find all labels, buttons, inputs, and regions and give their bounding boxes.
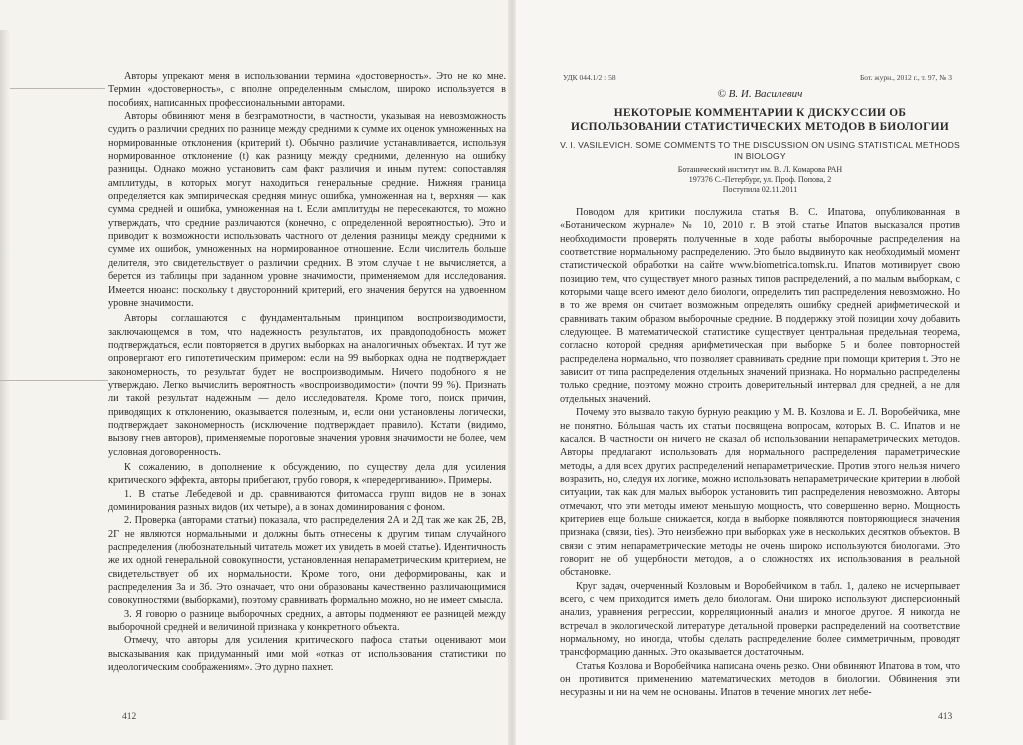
paragraph: 3. Я говорю о разнице выборочных средних, а авторы подменяют ее разницей между выборочной средней и величиной признака у конкретного объекта. xyxy=(108,608,506,634)
scan-artifact-line xyxy=(0,380,108,381)
journal-citation: Бот. журн., 2012 г., т. 97, № 3 xyxy=(860,73,952,82)
paragraph: Отмечу, что авторы для усиления критического пафоса статьи оценивают мои высказывания как придуманный ими мой «отказ от использования статистики по идеологическим соображениям». Это дурно пахнет. xyxy=(108,635,506,674)
address: 197376 С.-Петербург, ул. Проф. Попова, 2 xyxy=(688,174,832,184)
scan-edge-shadow xyxy=(0,30,10,720)
received-date: Поступила 02.11.2011 xyxy=(722,184,798,194)
paragraph: Поводом для критики послужила статья В. С. Ипатова, опубликованная в «Ботаническом журнале» № 10, 2010 г. В этой статье Ипатов высказался против необходимости проверять полученные в ходе работы выборочные распределения на соответствие нормальному распределению. Это было выдвинуто как необходимый момент статистической обработки на сайте www.biometrica.tomsk.ru. Ипатов мотивирует свою позицию тем, что существует много разных типов распределений, а по малым выборкам, с которыми чаще всего имеют дело биологи, определить тип распределения невозможно. Но в то же время он считает возможным определять ошибку средней арифметической и сравнивать таким образом выборочные средние. В поддержку этой позиции хочу добавить следующее. В математической статистике существует центральная предельная теорема, согласно которой средняя арифметическая при выборке 5 и более повторностей распределена нормально, что позволяет сравнивать средние при помощи критерия t. Это не зависит от типа распределения отдельных значений признака. Но нормально распределены только средние, поэтому можно строить доверительный интервал для средней, а не для отдельных значений. xyxy=(560,207,960,405)
udk-code: УДК 044.1/2 : 58 xyxy=(563,73,616,82)
affiliation-block xyxy=(560,165,960,194)
paragraph: 1. В статье Лебедевой и др. сравниваются фитомасса групп видов не в зонах доминирования разных видов (их четыре), а в зонах доминирования с фоном. xyxy=(108,488,506,513)
article-title: НЕКОТОРЫЕ КОММЕНТАРИИ К ДИСКУССИИ ОБ ИСПОЛЬЗОВАНИИ СТАТИСТИЧЕСКИХ МЕТОДОВ В БИОЛОГИИ xyxy=(571,107,949,133)
affiliation: Ботанический институт им. В. Л. Комарова РАН xyxy=(677,165,843,174)
paragraph: Авторы обвиняют меня в безграмотности, в частности, указывая на невозможность судить о различии средних по разнице между средними к сумме их оценок умноженных на нормированные отклонения (критерий t). Обычно различие устанавливается, используя нормированное отклонение (t) как разницу между средними, деленную на ошибку разницы. Однако можно установить сам факт различия и иным путем: сопоставляя амплитуды, в которых могут находиться генеральные средние. Нижняя граница определяется как эмпирическая средняя минус ошибка, умноженная на t, верхняя — как сумма средней и ошибка, умноженная на t. Если амплитуды не пересекаются, то можно утверждать, что средние различаются (конечно, с определенной вероятностью). Это и приводит к возможности использовать частного от деления разницы между средними к сумме их ошибок, умноженных на нормированное отношение. Если числитель больше делителя, это свидетельствует о различии средних. В этом случае t не вычисляется, а берется из таблицы при заданном уровне значимости, применяемом для исследования. Имеется нюанс: поскольку t двусторонний критерий, его значения берутся на удвоенном уровне значимости. xyxy=(108,111,506,309)
paragraph: Почему это вызвало такую бурную реакцию у М. В. Козлова и Е. Л. Воробейчика, мне не понятно. Бóльшая часть их статьи посвящена вопросам, которых В. С. Ипатов и не касался. В частности он ничего не сказал об использовании непараметрических методов. Авторы предлагают использовать для нормального распределения параметрические методы, а для всех других распределений непараметрические. Против этого нельзя ничего возразить, но, следуя их логике, можно использовать непараметрические критерии в любой ситуации, так как для малых выборок установить тип распределения невозможно. Авторы отмечают, что эти методы имеют меньшую мощность, что совершенно верно. Мощность критериев еще больше снижается, когда в выборке появляются повторяющиеся значения признака (связи, ties). Это неизбежно при выборках уже в нескольких десятков объектов. В связи с этим непараметрические методы не очень широко используются биологами. Это говорит не об ущербности методов, а о сложностях их использования в реальной обстановке. xyxy=(560,407,960,579)
article-author: © В. И. Василевич xyxy=(717,88,803,100)
page-number: 413 xyxy=(938,712,953,722)
paragraph: Статья Козлова и Воробейчика написана очень резко. Они обвиняют Ипатова в том, что он противится применению математических методов в биологии. Обвинения эти несуразны и ни на чем не основаны. Ипатов в течение многих лет небе- xyxy=(560,660,960,699)
paragraph: Круг задач, очерченный Козловым и Воробейчиком в табл. 1, далеко не исчерпывает всего, с чем приходится иметь дело биологам. Они широко используют дисперсионный анализ, уравнения регрессии, корреляционный анализ и многое другое. Я никогда не встречал в экологической литературе детальной проверки распределений на соответствие нормальному, но иногда, чтобы сделать распределение более симметричным, проводят трансформацию данных. Это оказывается достаточным. xyxy=(560,580,960,659)
scan-artifact-line xyxy=(10,88,105,89)
paragraph: Авторы соглашаются с фундаментальным принципом воспроизводимости, заключающемся в том, что надежность результатов, их правдоподобность может подтверждаться, если повторяется в других выборках на аналогичных объектах. И тут же опровергают его гипотетическим примером: если на 99 выборках одна не подтверждает закономерность, то результат будет не воспроизводимым. Ничего подобного я не утверждаю. Легко вычислить вероятность «воспроизводимости» (почти 99 %). Признать ли такой результат надежным — дело исследователя. Кроме того, поиск причин, приводящих к отклонению, оказывается полезным, и, если они установлены логически, подтверждает закономерность (исключение подтверждает правило). Кстати (видимо, вызову гнев авторов), применяемые пороговые значения уровня значимости не более, чем условная договоренность. xyxy=(108,313,506,458)
book-gutter xyxy=(508,0,516,745)
article-title-english: V. I. VASILEVICH. SOME COMMENTS TO THE DISCUSSION ON USING STATISTICAL METHODS IN BIOLOGY xyxy=(560,140,960,161)
right-page-text xyxy=(560,206,960,700)
paragraph: К сожалению, в дополнение к обсуждению, по существу дела для усиления критического эффекта, авторы прибегают, грубо говоря, к «передергиванию». Примеры. xyxy=(108,461,506,487)
page-number: 412 xyxy=(122,712,137,722)
paragraph: 2. Проверка (авторами статьи) показала, что распределения 2А и 2Д так же как 2Б, 2В, 2Г не являются нормальными и должны быть отнесены к другим типам случайного распределения (любознательный читатель может их увидеть в моей статье). Идентичность же их одной генеральной совокупности, установленная непараметрическим критерием, не свидетельствует об их нормальности. Кроме того, они деформированы, как и распределения 3а и 3б. Это означает, что они образованы качественно различающимися совокупностями (выборками), поэтому сравнивать формально можно, но не имеет смысла. xyxy=(108,515,506,607)
left-page-text xyxy=(108,70,506,674)
paragraph: Авторы упрекают меня в использовании термина «достоверность». Это не ко мне. Термин «достоверность», с вполне определенным смыслом, широко используется в пособиях, написанных профессиональными авторами. xyxy=(108,71,506,109)
